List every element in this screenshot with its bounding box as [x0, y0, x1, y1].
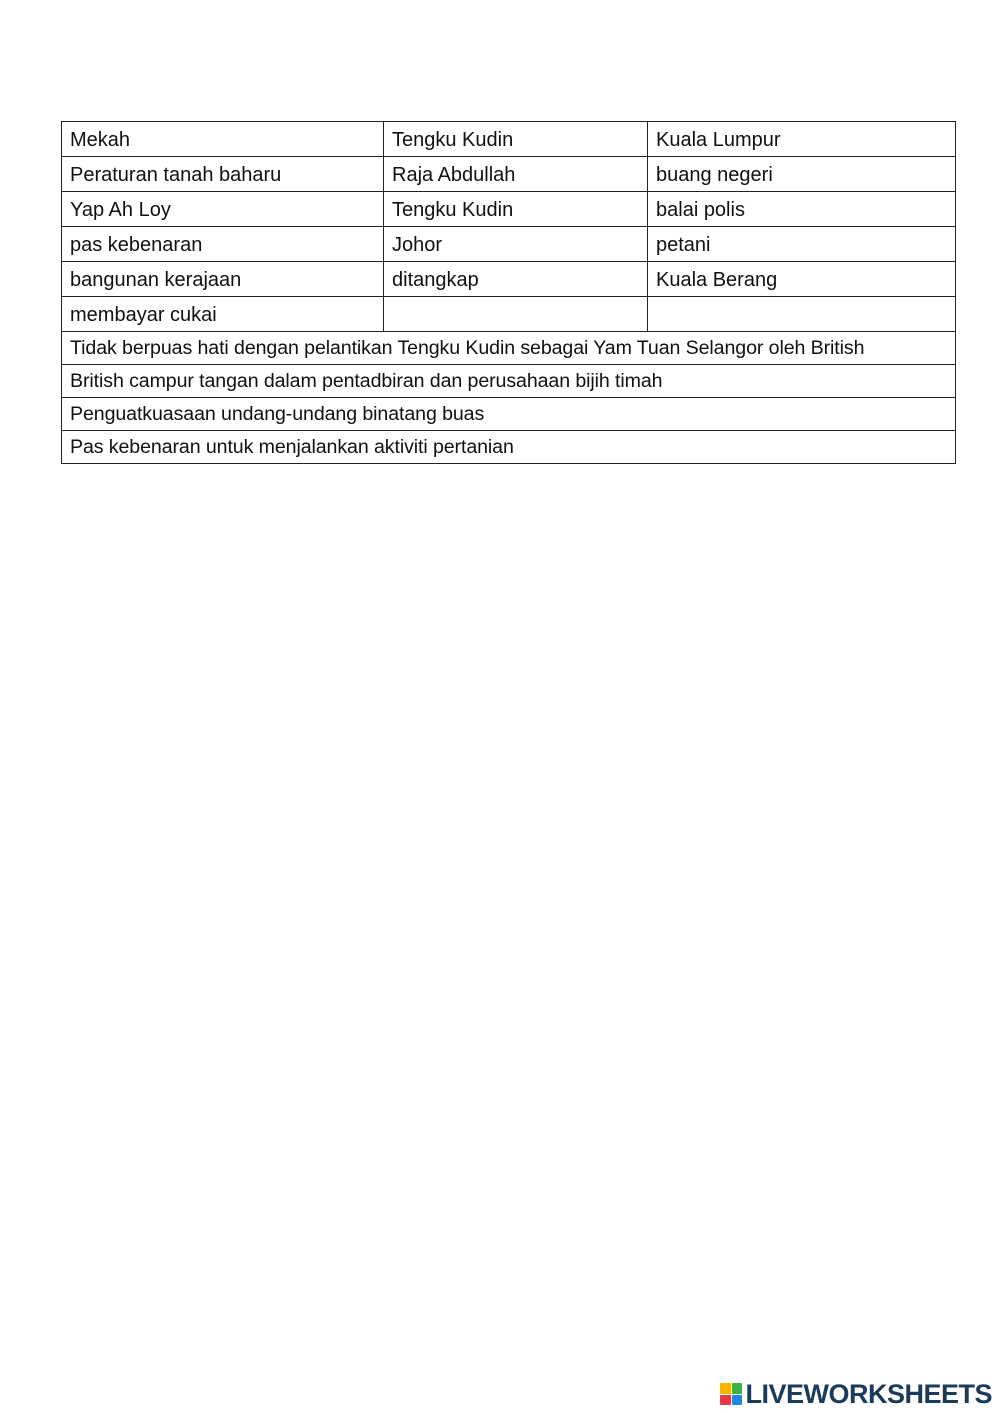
table-cell: ditangkap [384, 262, 648, 297]
table-cell: Peraturan tanah baharu [62, 157, 384, 192]
table-cell: balai polis [648, 192, 956, 227]
sentence-row [62, 431, 956, 464]
table-cell: Tengku Kudin [384, 122, 648, 157]
sentence-cell: Pas kebenaran untuk menjalankan aktiviti pertanian [62, 431, 956, 464]
table-cell: Mekah [62, 122, 384, 157]
table-cell: Raja Abdullah [384, 157, 648, 192]
table-cell: bangunan kerajaan [62, 262, 384, 297]
sentence-cell: Penguatkuasaan undang-undang binatang buas [62, 398, 956, 431]
table-cell: Kuala Lumpur [648, 122, 956, 157]
table-cell: petani [648, 227, 956, 262]
table-row [62, 157, 956, 192]
liveworksheets-logo-icon [720, 1383, 742, 1405]
table-cell: buang negeri [648, 157, 956, 192]
empty-cell [384, 297, 648, 332]
sentence-cell: Tidak berpuas hati dengan pelantikan Tengku Kudin sebagai Yam Tuan Selangor oleh British [62, 332, 956, 365]
table-cell: Johor [384, 227, 648, 262]
sentence-cell: British campur tangan dalam pentadbiran dan perusahaan bijih timah [62, 365, 956, 398]
empty-cell [648, 297, 956, 332]
table-row [62, 262, 956, 297]
table-cell: Yap Ah Loy [62, 192, 384, 227]
table-cell: pas kebenaran [62, 227, 384, 262]
table-cell: membayar cukai [62, 297, 384, 332]
sentence-row [62, 398, 956, 431]
sentence-row [62, 365, 956, 398]
table-row [62, 297, 956, 332]
liveworksheets-brand [720, 1381, 992, 1407]
word-table [61, 121, 956, 464]
brand-wordmark: LIVEWORKSHEETS [745, 1379, 992, 1409]
table-cell: Tengku Kudin [384, 192, 648, 227]
table-row [62, 122, 956, 157]
table-row [62, 227, 956, 262]
sentence-row [62, 332, 956, 365]
table-row [62, 192, 956, 227]
table-cell: Kuala Berang [648, 262, 956, 297]
